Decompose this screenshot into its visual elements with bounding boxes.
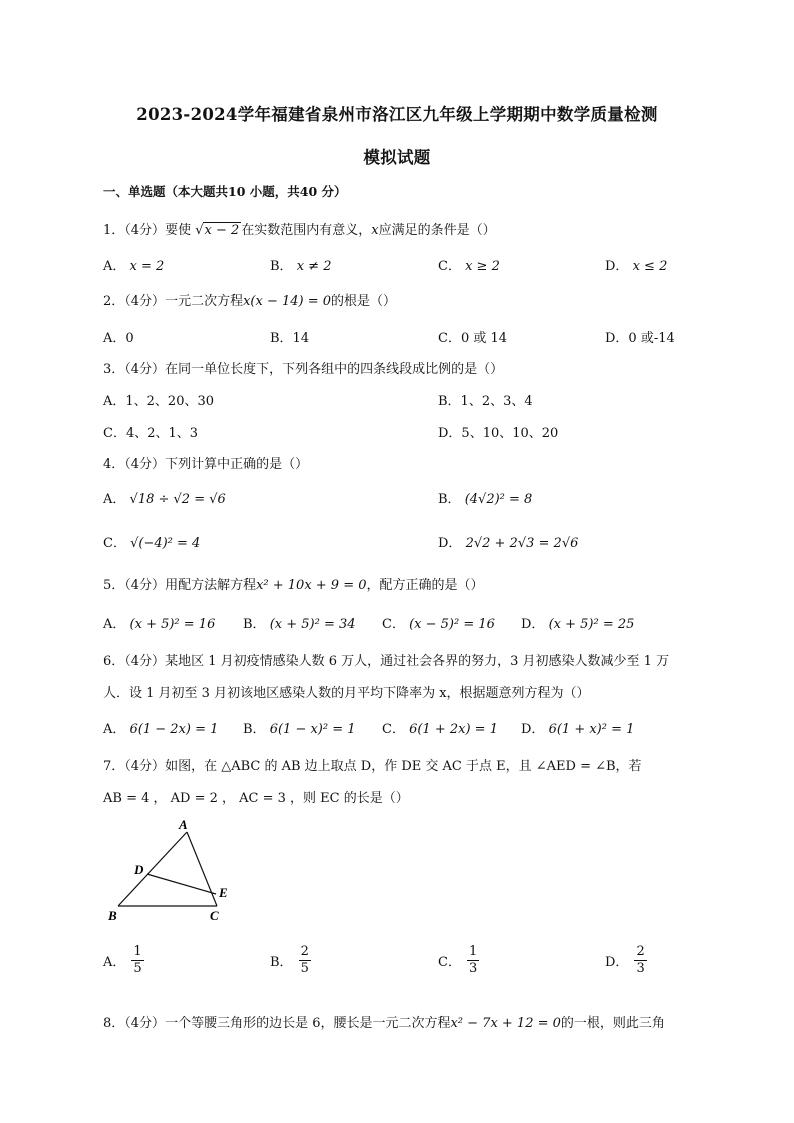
page-subtitle: 模拟试题 [363, 148, 431, 167]
question-4: 4．（4分）下列计算中正确的是（） [103, 457, 309, 472]
question-7: 7．（4分）如图，在 △ABC 的 AB 边上取点 D，作 DE 交 AC 于点 E，且 ∠AED = ∠B，若 [103, 759, 642, 774]
q3-option-b[interactable]: B．1、2、3、4 [438, 394, 533, 409]
q7-option-d[interactable]: D． $\frac{2}{3}$ [605, 944, 645, 976]
q3-option-a[interactable]: A．1、2、20、30 [103, 394, 215, 409]
triangle-diagram [100, 815, 250, 925]
label-a: A [179, 817, 188, 832]
q1-option-b[interactable]: B． x ≠ 2 [270, 259, 332, 274]
q4-option-d[interactable]: D． 2√2 + 2√3 = 2√6 [438, 536, 579, 551]
q6-option-d[interactable]: D． 6(1 + x)² = 1 [521, 722, 635, 737]
q2-option-b[interactable]: B．14 [270, 331, 310, 346]
q4-option-a[interactable]: A． √18 ÷ √2 = √6 [103, 492, 226, 507]
q1-option-d[interactable]: D． x ≤ 2 [605, 259, 668, 274]
label-d: D [134, 862, 144, 877]
q4-option-b[interactable]: B． (4√2)² = 8 [438, 492, 533, 507]
question-8: 8．（4分）一个等腰三角形的边长是 6，腰长是一元二次方程x² − 7x + 12 = 0的一根，则此三角 [103, 1016, 665, 1031]
q3-option-d[interactable]: D．5、10、10、20 [438, 426, 559, 441]
triangle-figure [100, 815, 250, 929]
q5-option-b[interactable]: B． (x + 5)² = 34 [243, 617, 356, 632]
q5-option-a[interactable]: A． (x + 5)² = 16 [103, 617, 216, 632]
label-b: B [108, 908, 117, 923]
sqrt-expression: √x − 2 [195, 223, 240, 238]
q7-option-a[interactable]: A． $\frac{1}{5}$ [103, 944, 142, 976]
section-heading: 一、单选题（本大题共10 小题，共40 分） [103, 184, 347, 199]
label-e: E [219, 885, 228, 900]
q5-option-d[interactable]: D． (x + 5)² = 25 [521, 617, 635, 632]
question-1: 1．（4分）要使 √x − 2 在实数范围内有意义，x应满足的条件是（） [103, 223, 496, 238]
page-title: 2023-2024学年福建省泉州市洛江区九年级上学期期中数学质量检测 [136, 105, 658, 124]
q5-option-c[interactable]: C． (x − 5)² = 16 [382, 617, 495, 632]
q4-option-c[interactable]: C． √(−4)² = 4 [103, 536, 201, 551]
question-7-line-2: AB = 4 ， AD = 2 ， AC = 3 ，则 EC 的长是（） [103, 791, 409, 806]
q2-option-a[interactable]: A．0 [103, 331, 134, 346]
q6-option-c[interactable]: C． 6(1 + 2x) = 1 [382, 722, 498, 737]
q3-option-c[interactable]: C．4、2、1、3 [103, 426, 199, 441]
q2-option-d[interactable]: D．0 或-14 [605, 331, 675, 346]
question-2: 2．（4分）一元二次方程x(x − 14) = 0的根是（） [103, 294, 397, 309]
question-6: 6．（4分）某地区 1 月初疫情感染人数 6 万人，通过社会各界的努力，3 月初感染人数减少至 1 万 [103, 654, 670, 669]
question-3: 3．（4分）在同一单位长度下，下列各组中的四条线段成比例的是（） [103, 362, 504, 377]
q6-option-b[interactable]: B． 6(1 − x)² = 1 [243, 722, 356, 737]
q7-option-b[interactable]: B． $\frac{2}{5}$ [270, 944, 309, 976]
question-5: 5．（4分）用配方法解方程x² + 10x + 9 = 0，配方正确的是（） [103, 578, 484, 593]
q7-option-c[interactable]: C． $\frac{1}{3}$ [438, 944, 478, 976]
q2-option-c[interactable]: C．0 或 14 [438, 331, 508, 346]
q6-option-a[interactable]: A． 6(1 − 2x) = 1 [103, 722, 219, 737]
q1-option-a[interactable]: A． x = 2 [103, 259, 165, 274]
label-c: C [210, 908, 219, 923]
question-6-line-2: 人．设 1 月初至 3 月初该地区感染人数的月平均下降率为 x，根据题意列方程为（） [103, 686, 590, 701]
q1-option-c[interactable]: C． x ≥ 2 [438, 259, 500, 274]
